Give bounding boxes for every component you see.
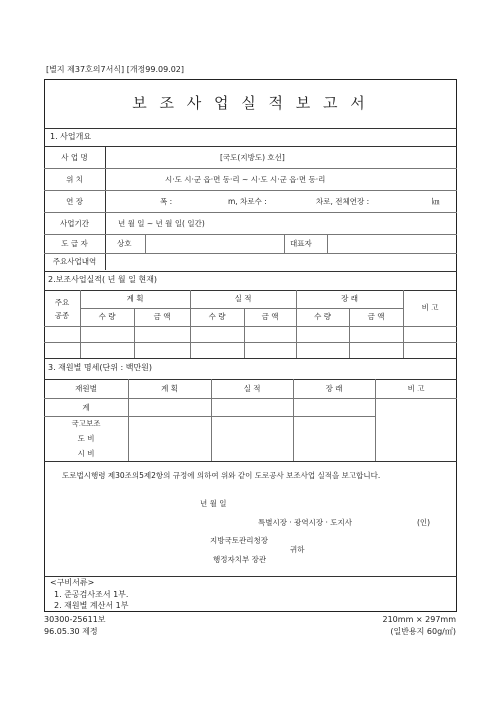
s3-row-province: 도 비 xyxy=(77,434,95,443)
value-total-length-label: 차로, 전체연장 : xyxy=(316,197,370,206)
value-lanes-label: m, 차로수 : xyxy=(228,197,267,206)
footer-paper-type: (일반용지 60g/㎡) xyxy=(390,627,456,636)
label-location: 위 치 xyxy=(66,175,83,184)
value-period: 년 월 일 ~ 년 월 일( 일간) xyxy=(118,219,205,228)
s3-row-total: 계 xyxy=(82,403,90,412)
header-actual: 실 적 xyxy=(234,294,252,303)
s3-header-actual: 실 적 xyxy=(243,384,261,393)
label-contractor: 도 급 자 xyxy=(61,239,88,248)
form-number-note: [별지 제37호의7서식] [개정99.09.02] xyxy=(46,65,185,74)
label-period: 사업기간 xyxy=(60,219,89,228)
s3-header-future: 장 래 xyxy=(325,384,343,393)
s3-header-plan: 계 획 xyxy=(161,384,178,393)
header-plan: 계 획 xyxy=(126,294,144,303)
label-company-name: 상호 xyxy=(117,239,132,248)
footer-form-code: 30300-25611보 xyxy=(44,615,106,624)
header-main-work-type: 주요 공종 xyxy=(54,298,70,320)
footer-enacted-date: 96.05.30 제정 xyxy=(44,627,98,636)
document-title: 보 조 사 업 실 적 보 고 서 xyxy=(132,94,369,112)
signature-date: 년 월 일 xyxy=(200,499,227,508)
attachment-item: 2. 재원별 계산서 1부 xyxy=(54,601,129,610)
subheader-actual-amount: 금 액 xyxy=(261,312,279,321)
recipient-regional-office: 지방국토관리청장 xyxy=(210,536,268,545)
label-main-works: 주요사업내역 xyxy=(52,257,97,266)
signer-title: 특별시장 · 광역시장 · 도지사 xyxy=(258,518,352,527)
s3-header-source: 재원별 xyxy=(75,384,97,393)
label-project-name: 사 업 명 xyxy=(61,153,88,162)
header-remarks: 비 고 xyxy=(421,303,439,312)
label-representative: 대표자 xyxy=(290,239,312,248)
subheader-future-qty: 수 량 xyxy=(314,312,331,321)
value-width-label: 폭 : xyxy=(160,197,173,206)
subheader-actual-qty: 수 량 xyxy=(208,312,226,321)
s3-row-national-subsidy: 국고보조 xyxy=(71,419,101,428)
footer-paper-size: 210mm × 297mm xyxy=(382,615,456,624)
header-future: 장 래 xyxy=(341,294,358,303)
recipient-ministry: 행정자치부 장관 xyxy=(213,555,267,564)
recipient-suffix: 귀하 xyxy=(290,545,305,554)
subheader-future-amount: 금 액 xyxy=(367,312,385,321)
attachment-item: 1. 준공검사조서 1부. xyxy=(54,590,129,599)
seal-mark: (인) xyxy=(417,518,431,527)
label-length: 연 장 xyxy=(66,197,83,206)
section1-heading: 1. 사업개요 xyxy=(50,132,92,141)
report-statement: 도로법시행령 제30조의5제2항의 규정에 의하여 위와 같이 도로공사 보조사업 실적을 보고합니다. xyxy=(62,471,381,480)
subheader-plan-qty: 수 량 xyxy=(98,312,116,321)
value-project-name: [국도(지방도) 호선] xyxy=(220,153,285,162)
attachments-heading: <구비서류> xyxy=(50,578,95,587)
subheader-plan-amount: 금 액 xyxy=(153,312,171,321)
section2-heading: 2.보조사업실적( 년 월 일 현재) xyxy=(48,275,158,284)
s3-row-city: 시 비 xyxy=(77,449,95,458)
value-location: 시·도 시·군 읍·면 동·리 ~ 시·도 시·군 읍·면 동·리 xyxy=(165,175,326,184)
section3-heading: 3. 재원별 명세(단위 : 백만원) xyxy=(48,363,153,372)
s3-header-remarks: 비 고 xyxy=(407,384,425,393)
value-km-unit: ㎞ xyxy=(432,197,440,206)
